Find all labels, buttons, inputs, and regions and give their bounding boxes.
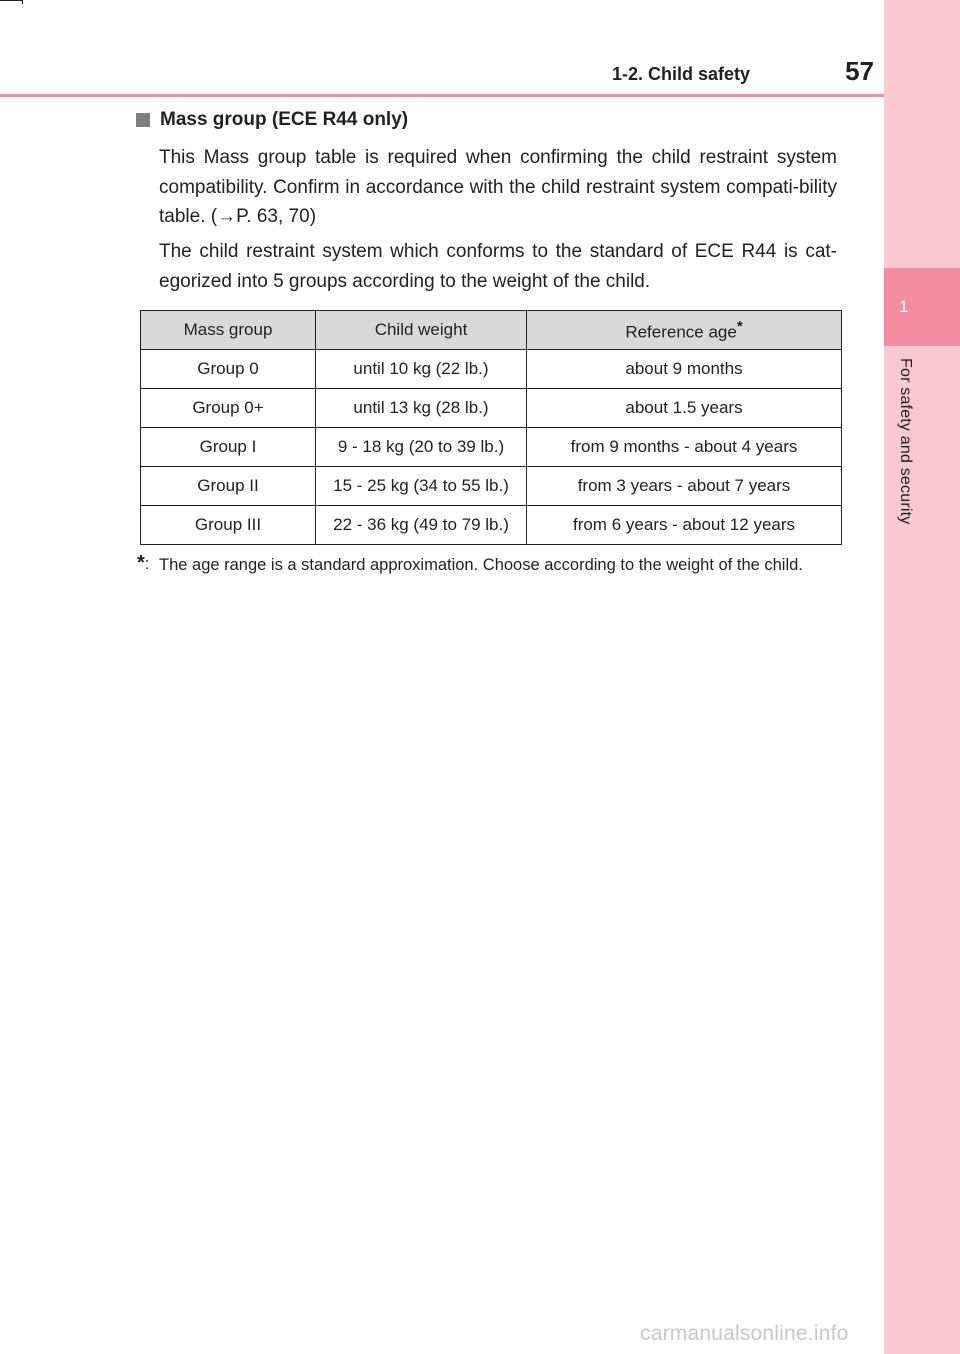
table-cell: until 10 kg (22 lb.) [316, 350, 527, 389]
table-row [141, 389, 842, 428]
table-cell: until 13 kg (28 lb.) [316, 389, 527, 428]
header-rule [0, 94, 884, 97]
table-row [141, 506, 842, 545]
chapter-number: 1 [899, 297, 909, 316]
footnote-mark: * [736, 317, 743, 335]
footnote-mark: * [137, 552, 145, 574]
crop-mark [0, 0, 22, 1]
column-header-mass-group: Mass group [141, 311, 316, 350]
chapter-side-band [884, 0, 960, 1354]
table-cell: from 3 years - about 7 years [527, 467, 842, 506]
crop-mark [22, 0, 23, 4]
table-cell: from 6 years - about 12 years [527, 506, 842, 545]
table-cell: about 9 months [527, 350, 842, 389]
reference-age-label: Reference age [625, 322, 737, 342]
footnote-asterisk [137, 552, 159, 578]
table-cell: about 1.5 years [527, 389, 842, 428]
table-cell: from 9 months - about 4 years [527, 428, 842, 467]
section-heading-text: Mass group (ECE R44 only) [160, 109, 409, 130]
table-cell: Group III [141, 506, 316, 545]
table-cell: Group I [141, 428, 316, 467]
table-cell: Group II [141, 467, 316, 506]
table-cell: 22 - 36 kg (49 to 79 lb.) [316, 506, 527, 545]
paragraph-compatibility: This Mass group table is required when confirming the child restraint system compatibility. Confirm in accordance with the child restraint system compati-bility table. (→P. 63, 70) [159, 147, 837, 227]
chapter-title: For safety and security [897, 358, 914, 525]
column-header-reference-age [527, 311, 842, 350]
chapter-tab[interactable] [884, 268, 960, 346]
table-row [141, 350, 842, 389]
running-header: 1-2. Child safety [611, 64, 750, 84]
table-header-row [141, 311, 842, 350]
table-cell: Group 0 [141, 350, 316, 389]
paragraph-groups: The child restraint system which conforms to the standard of ECE R44 is cat-egorized into 5 groups according to the weight of the child. [159, 241, 837, 292]
column-header-child-weight: Child weight [316, 311, 527, 350]
table-cell: 15 - 25 kg (34 to 55 lb.) [316, 467, 527, 506]
watermark-text: carmanualsonline.info [640, 1322, 849, 1345]
table-row [141, 467, 842, 506]
footnote-separator: : [144, 555, 150, 573]
table-footnote [137, 552, 837, 578]
table-cell: 9 - 18 kg (20 to 39 lb.) [316, 428, 527, 467]
page-number: 57 [845, 56, 874, 86]
table-row [141, 428, 842, 467]
footnote-text: The age range is a standard approximation. Choose according to the weight of the child. [159, 556, 803, 574]
square-bullet-icon [136, 113, 150, 127]
section-heading [136, 109, 408, 131]
table-cell: Group 0+ [141, 389, 316, 428]
mass-group-table [140, 310, 842, 545]
